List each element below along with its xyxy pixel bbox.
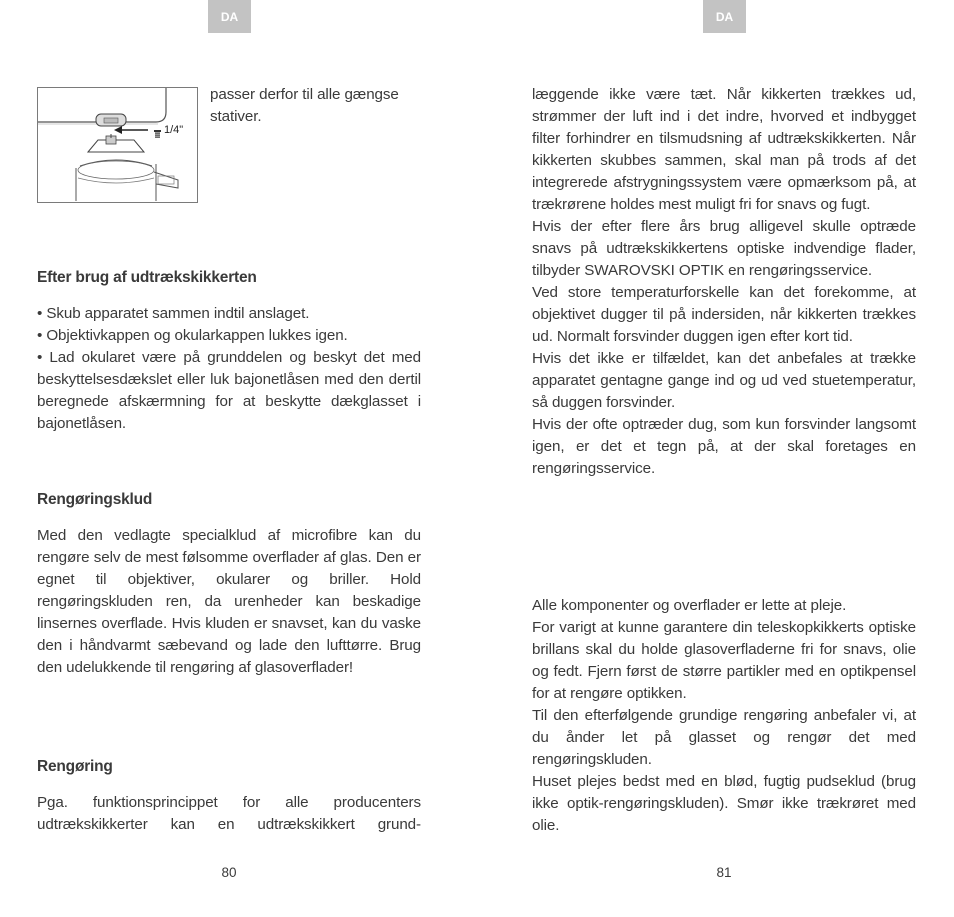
language-tab-left: DA [208, 0, 251, 33]
right-column-top [532, 84, 916, 480]
paragraph: Huset plejes bedst med en blød, fugtig pudseklud (brug ikke optik-rengøringskluden). Smør ikke trækrøret med olie. [532, 773, 916, 834]
section-heading-after-use: Efter brug af udtrækskikkerten [37, 269, 257, 286]
thread-size-label: 1/4" [164, 124, 184, 136]
paragraph: For varigt at kunne garantere din teleskopkikkerts optiske brillans skal du holde glasoverfladerne fri for snavs, olie og fedt. Fjern først de større partikler med en optikpensel for at rengøre optikken. [532, 619, 916, 702]
cleaning-cloth-text: Med den vedlagte specialklud af microfibre kan du rengøre selv de mest følsomme overflader af glas. Den er egnet til objektiver, okularer og briller. Hold rengøringskluden ren, da urenheder kan beskadige linsernes overflade. Hvis kluden er snavset, kan du vaske den i håndvarmt sæbevand og lade den lufttørre. Brug den udelukkende til rengøring af glasoverflader! [37, 527, 421, 676]
page-number-left: 80 [221, 865, 237, 880]
intro-text: passer derfor til alle gængse stativer. [210, 86, 399, 125]
paragraph: Hvis der ofte optræder dug, som kun forsvinder langsomt igen, er det et tegn på, at der skal foretages en rengøringsservice. [532, 416, 916, 477]
thread-size-icon [153, 126, 162, 135]
paragraph: læggende ikke være tæt. Når kikkerten trækkes ud, strømmer der luft ind i det indre, hvorved et indbygget filter forhindrer en tilsmudsning af udtrækskikkerten. Når kikkerten skubbes sammen, skal man på trods af det integrerede afstrygningssystem være opmærksom på, at trækrørene holdes mest muligt fri for snavs og fugt. [532, 86, 916, 213]
tripod-mount-drawing [38, 88, 196, 201]
section-heading-cleaning: Rengøring [37, 758, 113, 775]
left-intro-column [210, 84, 422, 128]
cleaning-text: Pga. funktionsprincippet for alle producenters udtrækskikkerter kan en udtrækskikkert grund- [37, 794, 421, 833]
paragraph: Hvis det ikke er tilfældet, kan det anbefales at trække apparatet gentagne gange ind og ud ved stuetemperatur, så duggen forsvinder. [532, 350, 916, 411]
left-cloth-section [37, 489, 421, 679]
bullet-item: • Lad okularet være på grunddelen og beskyt det med beskyttelsesdækslet eller luk bajonetlåsen med den dertil beregnede afskærmning for at beskytte dækglasset i bajonetlåsen. [37, 349, 421, 432]
language-tab-right: DA [703, 0, 746, 33]
tripod-mount-illustration [37, 87, 198, 203]
paragraph: Ved store temperaturforskelle kan det forekomme, at objektivet dugger til på indersiden, når kikkerten trækkes ud. Normalt forsvinder duggen igen efter kort tid. [532, 284, 916, 345]
paragraph: Alle komponenter og overflader er lette at pleje. [532, 597, 847, 614]
left-main-column [37, 267, 421, 435]
bullet-item: • Skub apparatet sammen indtil anslaget. [37, 305, 310, 322]
paragraph: Til den efterfølgende grundige rengøring anbefaler vi, at du ånder let på glasset og rengør det med rengøringskluden. [532, 707, 916, 768]
bullet-item: • Objektivkappen og okularkappen lukkes igen. [37, 327, 348, 344]
page-number-right: 81 [716, 865, 732, 880]
section-heading-cleaning-cloth: Rengøringsklud [37, 491, 153, 508]
right-column-bottom [532, 595, 916, 837]
left-cleaning-section [37, 756, 421, 836]
paragraph: Hvis der efter flere års brug alligevel skulle optræde snavs på udtrækskikkertens optiske indvendige flader, tilbyder SWAROVSKI OPTIK en rengøringsservice. [532, 218, 916, 279]
